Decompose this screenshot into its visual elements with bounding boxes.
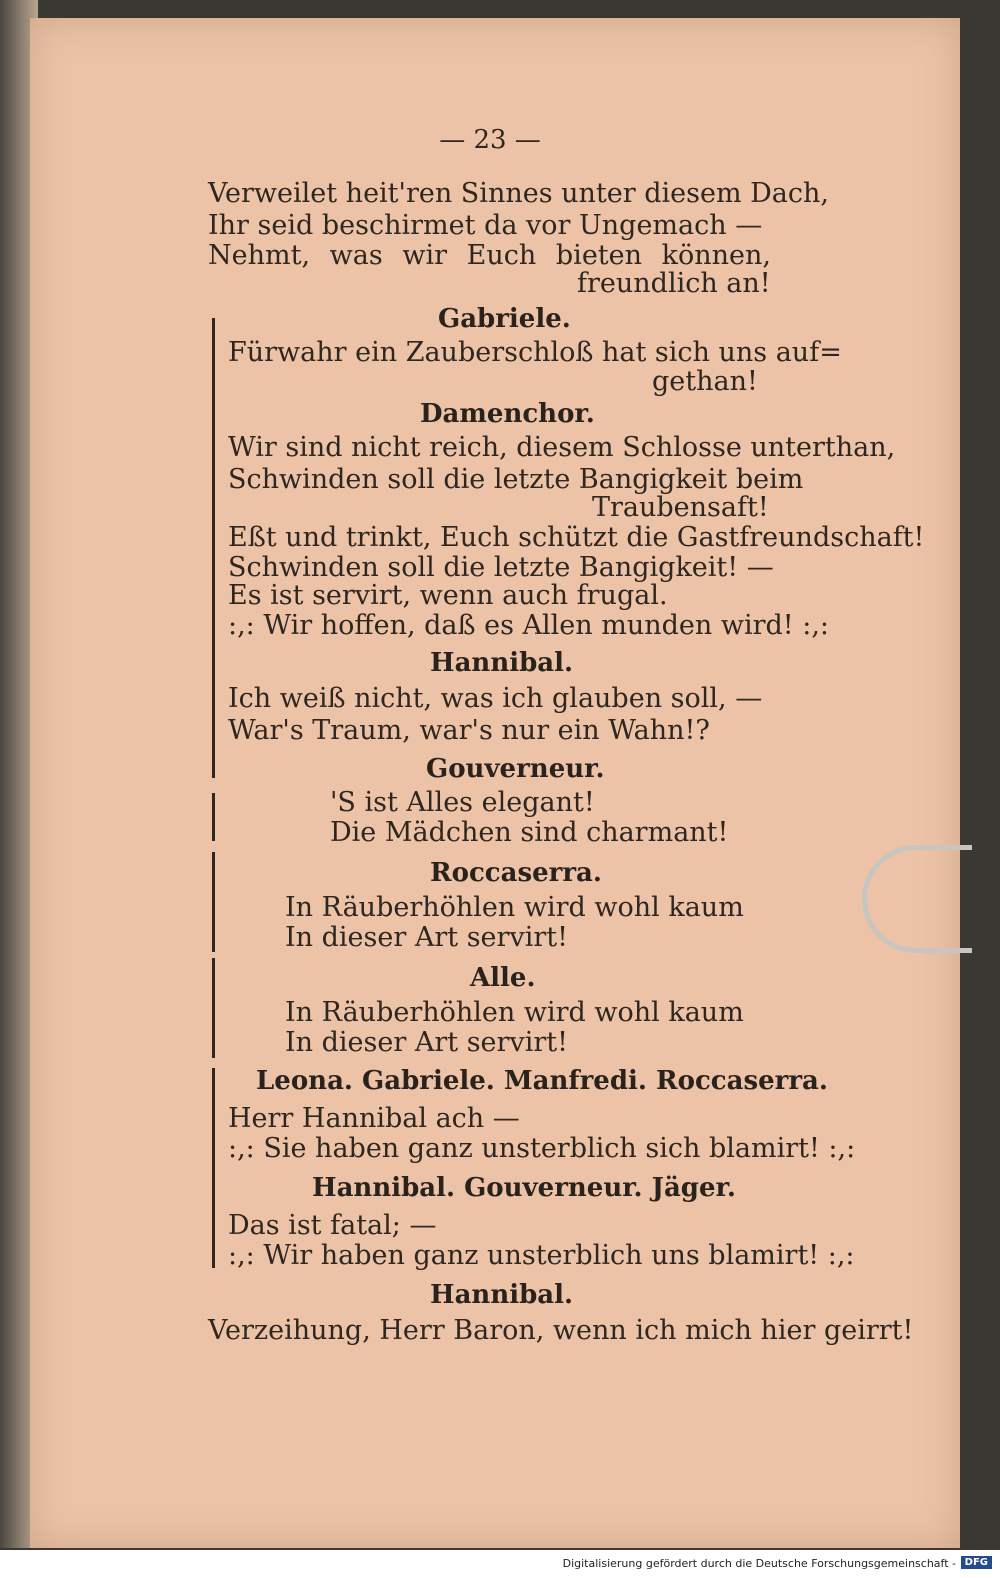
- text-line: Eßt und trinkt, Euch schützt die Gastfreundschaft!: [228, 522, 925, 553]
- speaker-label: Roccaserra.: [430, 858, 602, 888]
- text-line: Schwinden soll die letzte Bangigkeit beim: [228, 464, 804, 495]
- text-line: In Räuberhöhlen wird wohl kaum: [285, 997, 744, 1028]
- speaker-label: Alle.: [470, 963, 536, 993]
- speaker-label: Hannibal.: [430, 648, 574, 678]
- page-number: — 23 —: [439, 125, 541, 155]
- text-line: Verweilet heit'ren Sinnes unter diesem Dach,: [208, 178, 829, 209]
- text-line: War's Traum, war's nur ein Wahn!?: [228, 715, 710, 746]
- text-line: :,: Wir hoffen, daß es Allen munden wird! :,:: [228, 610, 830, 641]
- text-line: Wir sind nicht reich, diesem Schlosse unterthan,: [228, 432, 896, 463]
- speaker-label: Gabriele.: [438, 304, 571, 334]
- text-line: Herr Hannibal ach —: [228, 1103, 520, 1134]
- speaker-label: Gouverneur.: [426, 754, 605, 784]
- text-line: Ich weiß nicht, was ich glauben soll, —: [228, 683, 763, 714]
- speaker-label: Hannibal. Gouverneur. Jäger.: [312, 1173, 736, 1203]
- footer-credit: Digitalisierung gefördert durch die Deutsche Forschungsgemeinschaft -: [562, 1557, 956, 1570]
- text-line: Die Mädchen sind charmant!: [330, 817, 729, 848]
- brace-line: [212, 318, 215, 778]
- text-line: :,: Wir haben ganz unsterblich uns blamirt! :,:: [228, 1240, 855, 1271]
- speaker-label: Leona. Gabriele. Manfredi. Roccaserra.: [256, 1066, 828, 1096]
- text-line: Fürwahr ein Zauberschloß hat sich uns auf=: [228, 337, 842, 368]
- dfg-logo: DFG: [961, 1556, 992, 1569]
- text-line: Verzeihung, Herr Baron, wenn ich mich hier geirrt!: [208, 1315, 914, 1346]
- text-line: In dieser Art servirt!: [285, 922, 568, 953]
- text-line: Traubensaft!: [592, 492, 769, 523]
- text-line: In dieser Art servirt!: [285, 1027, 568, 1058]
- brace-line: [212, 1068, 215, 1268]
- paper-clip: [862, 845, 972, 953]
- brace-line: [212, 958, 215, 1058]
- text-line: Schwinden soll die letzte Bangigkeit! —: [228, 552, 774, 583]
- text-line: freundlich an!: [577, 268, 771, 299]
- text-line: Es ist servirt, wenn auch frugal.: [228, 580, 668, 611]
- speaker-label: Hannibal.: [430, 1280, 574, 1310]
- text-line: Das ist fatal; —: [228, 1210, 437, 1241]
- brace-line: [212, 852, 215, 952]
- text-line: gethan!: [652, 366, 758, 397]
- text-line: 'S ist Alles elegant!: [330, 787, 595, 818]
- brace-line: [212, 793, 215, 841]
- speaker-label: Damenchor.: [420, 399, 595, 429]
- text-line: In Räuberhöhlen wird wohl kaum: [285, 892, 744, 923]
- text-line: Nehmt, was wir Euch bieten können,: [208, 240, 771, 271]
- text-line: Ihr seid beschirmet da vor Ungemach —: [208, 210, 763, 241]
- text-line: :,: Sie haben ganz unsterblich sich blamirt! :,:: [228, 1133, 856, 1164]
